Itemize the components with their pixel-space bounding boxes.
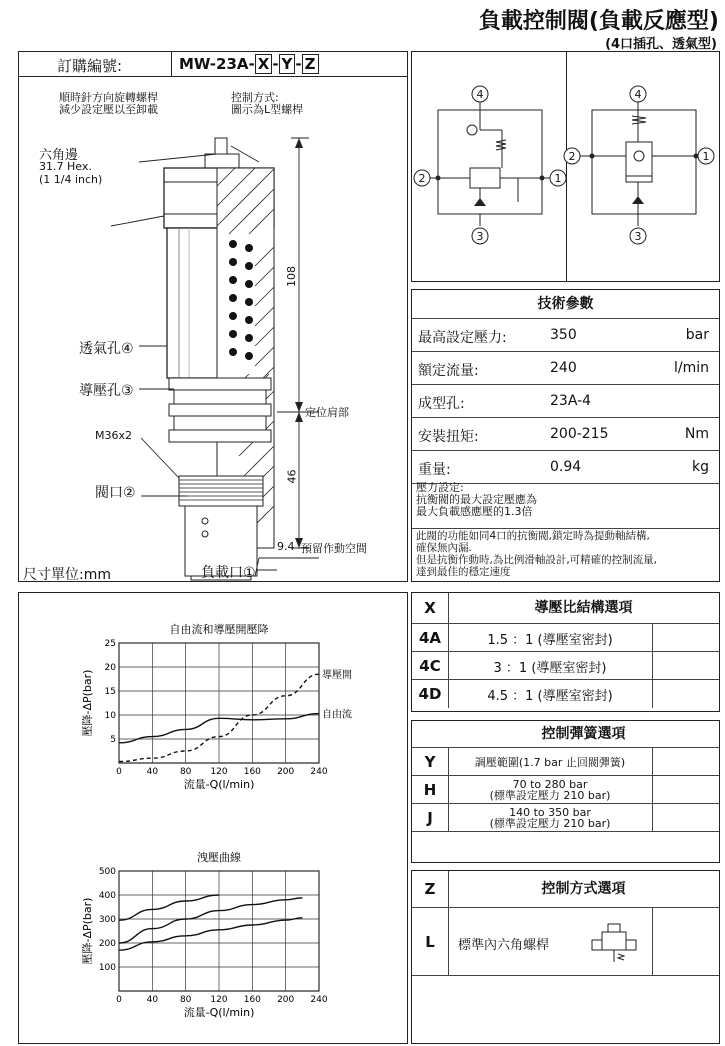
series-line xyxy=(119,918,302,950)
y-tick-label: 100 xyxy=(98,963,116,973)
dim-9-4: 9.4 xyxy=(277,540,295,553)
reserve-label: 預留作動空間 xyxy=(301,542,367,555)
option-y-desc: 調壓範圍(1.7 bar 止回閥彈簧) xyxy=(448,748,653,776)
option-x-code: 4D xyxy=(412,680,449,708)
options-y-panel xyxy=(411,720,720,863)
drawing-panel xyxy=(18,51,408,582)
code-z-box: Z xyxy=(302,54,319,74)
spec-label: 重量: xyxy=(418,462,451,478)
y-tick-label: 200 xyxy=(98,939,116,949)
spec-label: 安裝扭矩: xyxy=(418,429,479,445)
code-y-box: Y xyxy=(279,54,296,74)
unit-label: 尺寸單位:mm xyxy=(23,567,111,583)
symbol-right-port4: 4 xyxy=(634,88,642,101)
hex-label: 六角邊 xyxy=(39,148,79,163)
spec-unit: Nm xyxy=(684,426,709,442)
chart-title: 自由流和導壓開壓降 xyxy=(169,623,269,636)
spec-value: 240 xyxy=(550,360,577,376)
option-z-desc xyxy=(448,908,653,976)
charts-panel xyxy=(18,592,408,1044)
x-tick-label: 160 xyxy=(243,995,261,1005)
option-x-code: 4A xyxy=(412,624,449,652)
dim-46: 46 xyxy=(285,469,299,484)
spec-title: 技術參數 xyxy=(412,290,719,319)
spec-unit: bar xyxy=(685,327,709,343)
option-y-desc: 140 to 350 bar (標準設定壓力 210 bar) xyxy=(448,804,653,832)
option-y-row xyxy=(412,803,719,832)
spec-value: 200-215 xyxy=(550,426,609,442)
order-code-prefix: MW-23A- xyxy=(179,55,255,73)
order-code: MW-23A- X - Y - Z xyxy=(179,55,319,73)
spec-label: 成型孔: xyxy=(418,396,465,412)
load-port-label: 負載口① xyxy=(201,565,256,581)
y-axis-label: 壓降-ΔP(bar) xyxy=(81,897,94,965)
pilot-port-label: 導壓孔③ xyxy=(79,383,134,399)
y-tick-label: 300 xyxy=(98,915,116,925)
x-tick-label: 80 xyxy=(179,767,192,777)
option-z-desc-text: 標準內六角螺桿 xyxy=(458,938,550,953)
y-tick-label: 15 xyxy=(104,687,116,697)
series-line xyxy=(119,898,302,943)
x-tick-label: 40 xyxy=(146,767,159,777)
option-x-desc: 1.5 ：1 (導壓室密封) xyxy=(448,624,653,652)
hex-size: 31.7 Hex. (1 1/4 inch) xyxy=(39,160,103,186)
option-x-desc: 4.5 ：1 (導壓室密封) xyxy=(448,680,653,708)
symbol-left-port2: 2 xyxy=(418,172,426,185)
option-x-row xyxy=(412,679,719,708)
symbol-right-port1: 1 xyxy=(702,150,710,163)
y-tick-label: 500 xyxy=(98,867,116,877)
spec-panel xyxy=(411,289,720,582)
x-tick-label: 160 xyxy=(243,767,261,777)
option-x-desc: 3 ：1 (導壓室密封) xyxy=(448,652,653,680)
y-tick-label: 25 xyxy=(104,639,116,649)
spec-row xyxy=(412,319,719,352)
spec-unit: l/min xyxy=(673,360,709,376)
spec-label: 額定流量: xyxy=(418,363,479,379)
series-label: 導壓開 xyxy=(322,670,352,682)
option-y-desc: 70 to 280 bar (標準設定壓力 210 bar) xyxy=(448,776,653,804)
x-tick-label: 120 xyxy=(210,767,228,777)
options-x-panel xyxy=(411,592,720,712)
x-axis-label: 流量-Q(l/min) xyxy=(183,1006,255,1019)
x-axis-label: 流量-Q(l/min) xyxy=(183,778,255,791)
order-code-strip xyxy=(19,52,407,77)
option-y-row xyxy=(412,775,719,804)
spec-row xyxy=(412,385,719,418)
symbol-right-port3: 3 xyxy=(634,230,642,243)
spec-value: 0.94 xyxy=(550,459,582,475)
series-line xyxy=(119,895,219,920)
hex-screw-icon xyxy=(588,918,642,966)
chart-relief-curve xyxy=(79,851,339,1026)
spec-note-function: 此閥的功能如同4口的抗衡閥,鎖定時為提動軸結構, 確保無內漏. 但是抗衡作動時,為比例滑軸設計,可精確的控制流量, 達到最佳的穩定速度 xyxy=(416,530,658,578)
symbol-left-port1: 1 xyxy=(554,172,562,185)
options-x-title: 導壓比結構選項 xyxy=(534,600,633,616)
x-tick-label: 240 xyxy=(310,995,328,1005)
spec-rows xyxy=(412,319,719,484)
options-z-title: 控制方式選項 xyxy=(541,881,626,897)
control-note: 控制方式: 圖示為L型螺桿 xyxy=(231,91,304,116)
symbol-left-port3: 3 xyxy=(476,230,484,243)
spec-unit: kg xyxy=(692,459,709,475)
series-label: 自由流 xyxy=(322,709,352,721)
code-x-box: X xyxy=(255,54,273,74)
spec-value: 350 xyxy=(550,327,577,343)
options-x-code: X xyxy=(412,593,449,623)
spec-label: 最高設定壓力: xyxy=(418,330,507,346)
y-axis-label: 壓降-ΔP(bar) xyxy=(81,669,94,737)
x-tick-label: 0 xyxy=(116,995,122,1005)
option-y-code: H xyxy=(412,776,449,804)
y-tick-label: 5 xyxy=(110,735,116,745)
y-tick-label: 400 xyxy=(98,891,116,901)
option-y-code: Y xyxy=(412,748,449,776)
x-tick-label: 80 xyxy=(179,995,192,1005)
option-y-code: J xyxy=(412,804,449,832)
dim-108: 108 xyxy=(285,266,298,287)
spec-row xyxy=(412,451,719,484)
x-tick-label: 40 xyxy=(146,995,159,1005)
x-tick-label: 0 xyxy=(116,767,122,777)
x-tick-label: 240 xyxy=(310,767,328,777)
chart-title: 洩壓曲線 xyxy=(197,851,241,864)
order-label: 訂購編號: xyxy=(57,57,123,75)
spec-value: 23A-4 xyxy=(550,393,592,409)
adjust-note: 順時針方向旋轉螺桿 減少設定壓以至卸載 xyxy=(59,91,158,116)
thread-label: M36x2 xyxy=(95,429,132,442)
y-tick-label: 10 xyxy=(104,711,116,721)
options-z-code: Z xyxy=(412,871,449,907)
option-x-row xyxy=(412,623,719,652)
symbol-right-port2: 2 xyxy=(568,150,576,163)
symbol-diagrams xyxy=(412,52,718,280)
options-y-title: 控制彈簧選項 xyxy=(541,726,626,742)
options-z-panel xyxy=(411,870,720,1044)
symbol-left-port4: 4 xyxy=(476,88,484,101)
spec-note-pressure: 壓力設定: 抗衡閥的最大設定壓應為 最大負載感應壓的1.3倍 xyxy=(416,481,537,518)
vent-port-label: 透氣孔④ xyxy=(79,341,134,357)
x-tick-label: 200 xyxy=(277,767,295,777)
spec-row xyxy=(412,418,719,451)
option-z-row xyxy=(412,907,719,976)
option-x-code: 4C xyxy=(412,652,449,680)
x-tick-label: 200 xyxy=(277,995,295,1005)
x-tick-label: 120 xyxy=(210,995,228,1005)
y-tick-label: 20 xyxy=(104,663,116,673)
hydraulic-symbols-panel xyxy=(411,51,720,282)
spec-row xyxy=(412,352,719,385)
page-subtitle: (4口插孔、透氣型) xyxy=(605,37,717,52)
option-x-row xyxy=(412,651,719,680)
option-z-code: L xyxy=(412,908,449,976)
chart-free-flow-pilot xyxy=(79,623,352,798)
shoulder-label: 定位肩部 xyxy=(305,406,349,419)
page-title: 負載控制閥(負載反應型) xyxy=(478,9,719,34)
option-y-row xyxy=(412,747,719,776)
valve-port-label: 閥口② xyxy=(95,485,136,501)
